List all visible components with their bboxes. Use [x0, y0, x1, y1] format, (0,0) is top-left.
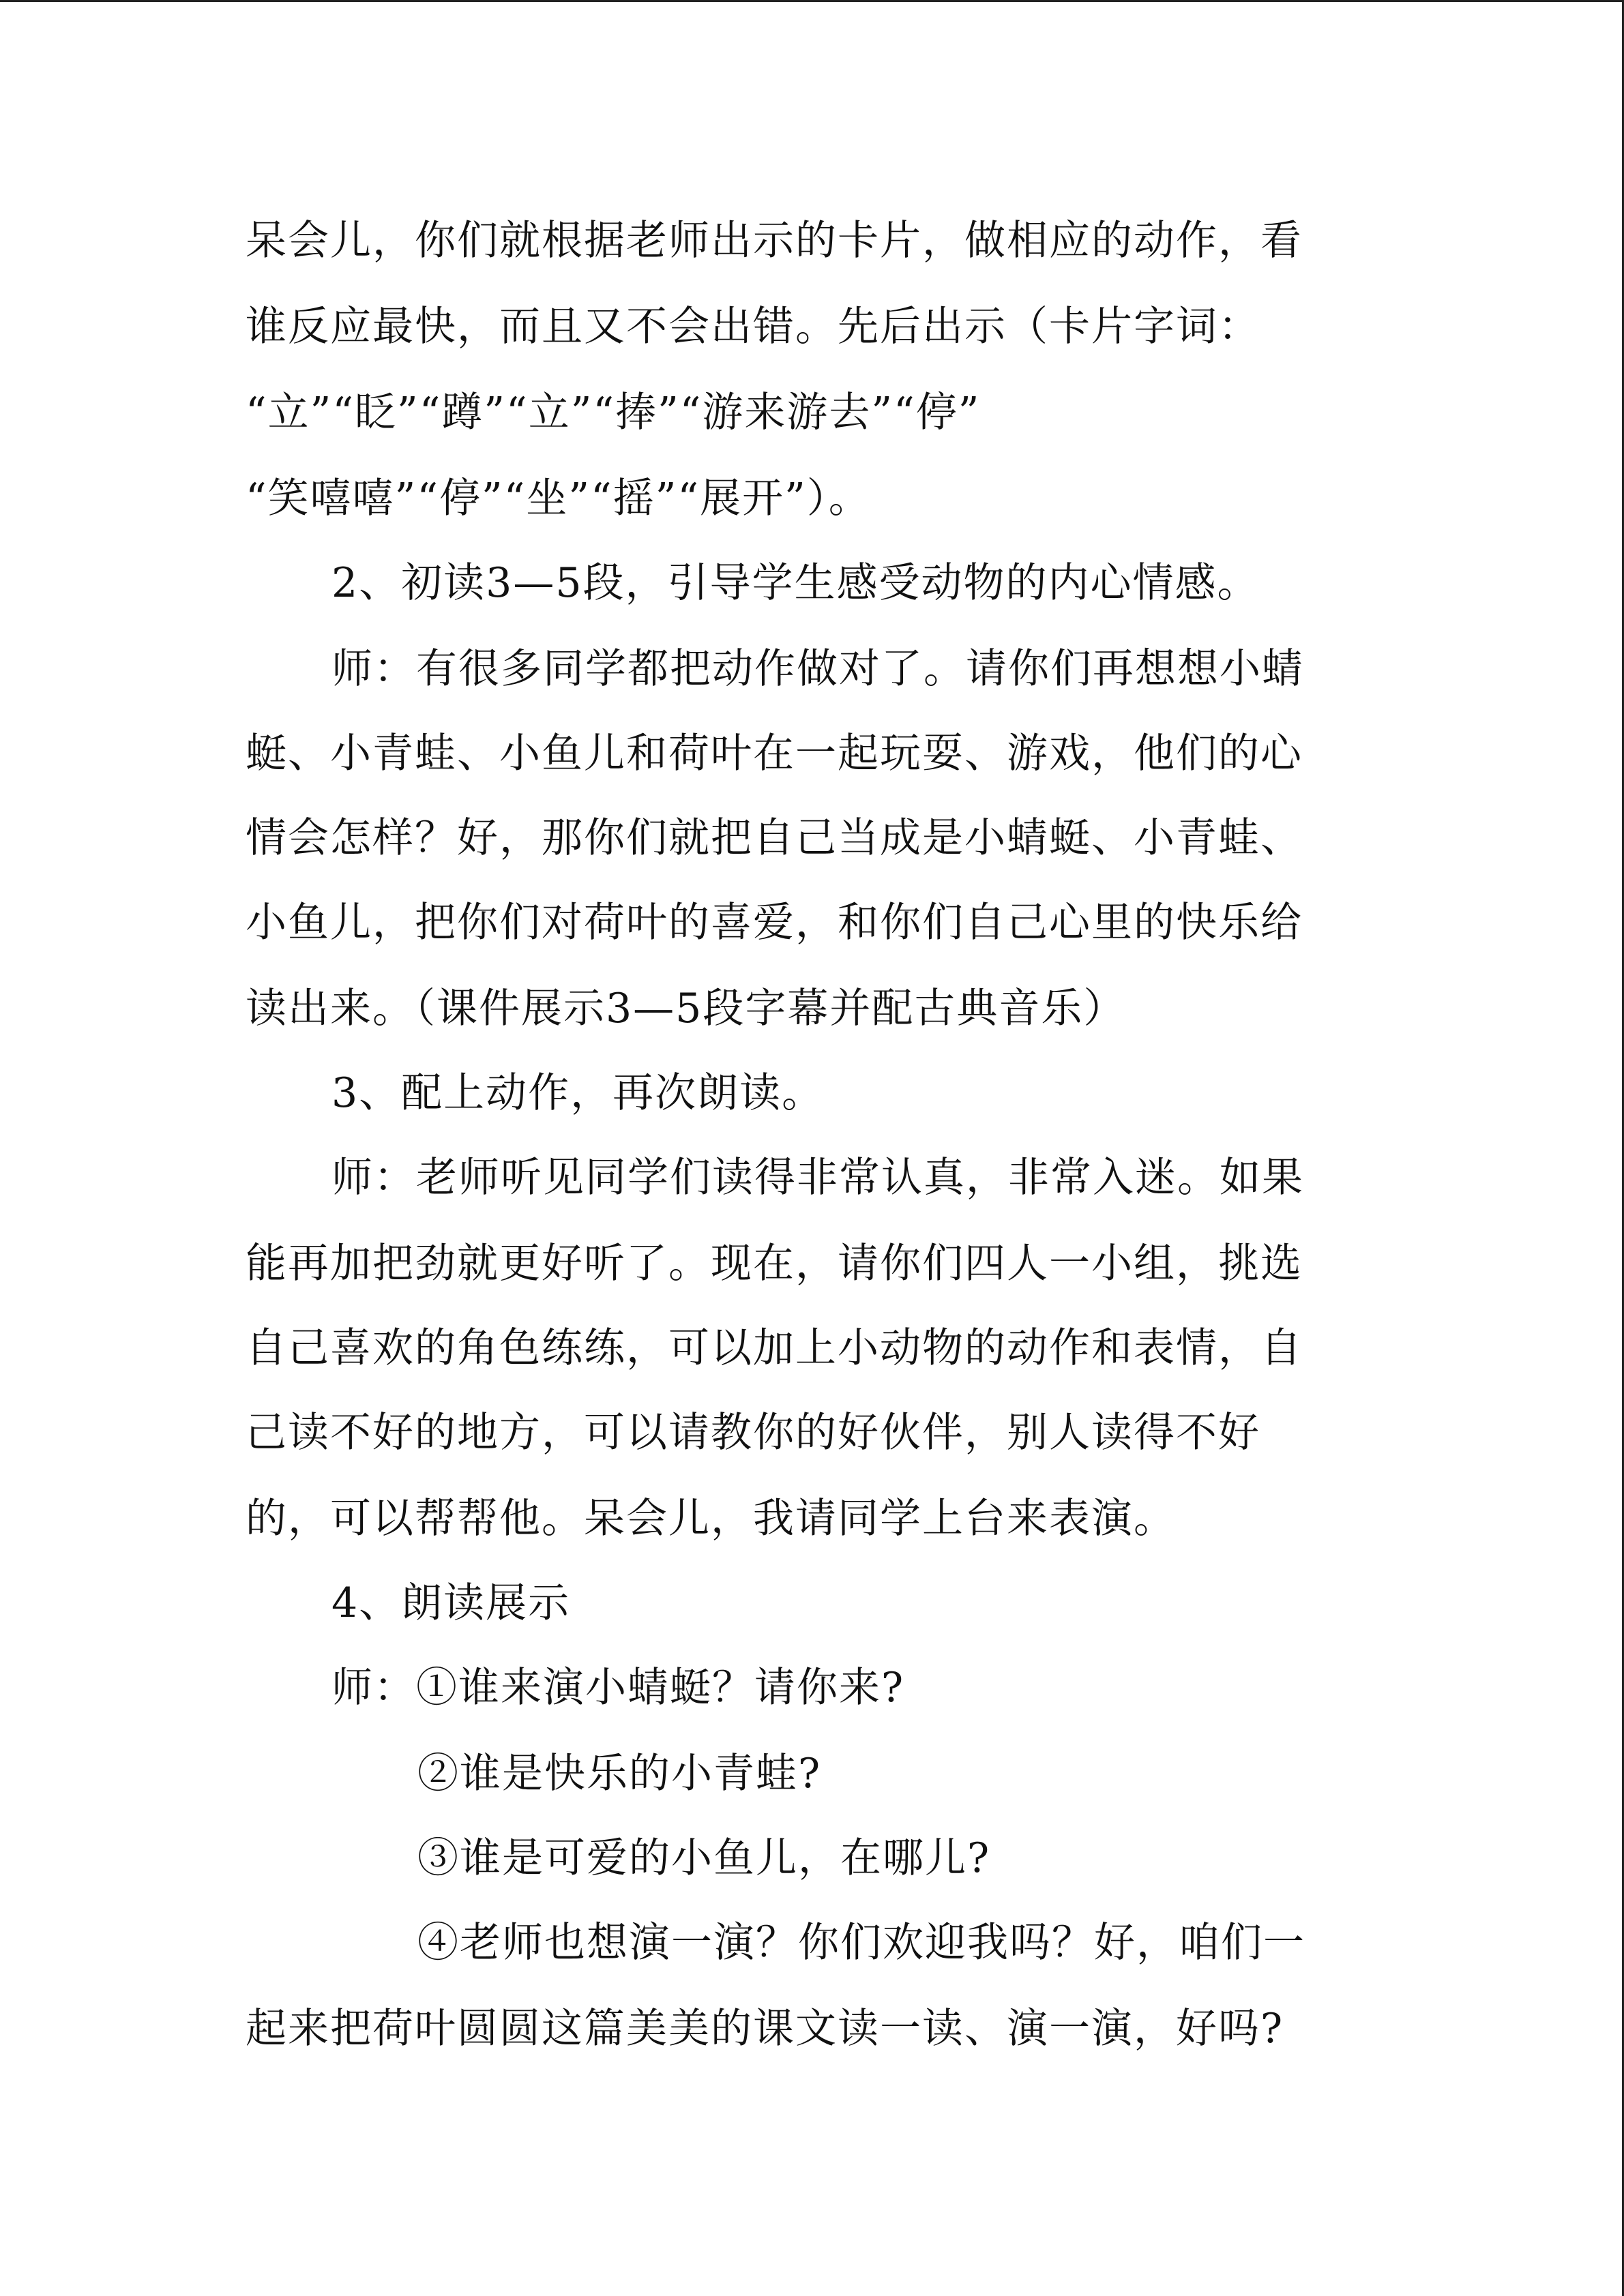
text-line-22: 起来把荷叶圆圆这篇美美的课文读一读、演一演，好吗? — [246, 2005, 1284, 2053]
text-line-11: 3、配上动作，再次朗读。 — [331, 1069, 825, 1117]
text-line-18: 师：①谁来演小蜻蜓？请你来? — [331, 1664, 905, 1712]
text-line-3: “立”“眨”“蹲”“立”“捧”“游来游去”“停” — [246, 389, 981, 436]
text-line-1: 呆会儿，你们就根据老师出示的卡片，做相应的动作，看 — [246, 217, 1303, 265]
text-line-20: ③谁是可爱的小鱼儿，在哪儿? — [417, 1834, 991, 1882]
text-line-21: ④老师也想演一演？你们欢迎我吗？好，咱们一 — [417, 1919, 1305, 1967]
text-line-5: 2、初读3—5段，引导学生感受动物的内心情感。 — [331, 559, 1260, 607]
text-line-15: 己读不好的地方，可以请教你的好伙伴，别人读得不好 — [246, 1409, 1260, 1457]
text-line-6: 师：有很多同学都把动作做对了。请你们再想想小蜻 — [331, 645, 1304, 693]
text-line-4: “笑嘻嘻”“停”“坐”“摇”“展开”）。 — [246, 475, 871, 522]
text-line-19: ②谁是快乐的小青蛙? — [417, 1750, 822, 1798]
text-line-7: 蜓、小青蛙、小鱼儿和荷叶在一起玩耍、游戏，他们的心 — [246, 730, 1303, 777]
text-line-12: 师：老师听见同学们读得非常认真，非常入迷。如果 — [331, 1154, 1304, 1202]
text-line-10: 读出来。（课件展示3—5段字幕并配古典音乐） — [246, 985, 1126, 1032]
text-line-13: 能再加把劲就更好听了。现在，请你们四人一小组，挑选 — [246, 1240, 1303, 1287]
text-line-9: 小鱼儿，把你们对荷叶的喜爱，和你们自己心里的快乐给 — [246, 899, 1303, 946]
text-line-17: 4、朗读展示 — [331, 1579, 571, 1627]
text-line-8: 情会怎样？好，那你们就把自己当成是小蜻蜓、小青蛙、 — [246, 814, 1303, 862]
page-top-border — [0, 0, 1624, 2]
text-line-14: 自己喜欢的角色练练，可以加上小动物的动作和表情，自 — [246, 1324, 1303, 1372]
text-line-2: 谁反应最快，而且又不会出错。先后出示（卡片字词： — [246, 303, 1260, 351]
text-line-16: 的，可以帮帮他。呆会儿，我请同学上台来表演。 — [246, 1495, 1176, 1542]
